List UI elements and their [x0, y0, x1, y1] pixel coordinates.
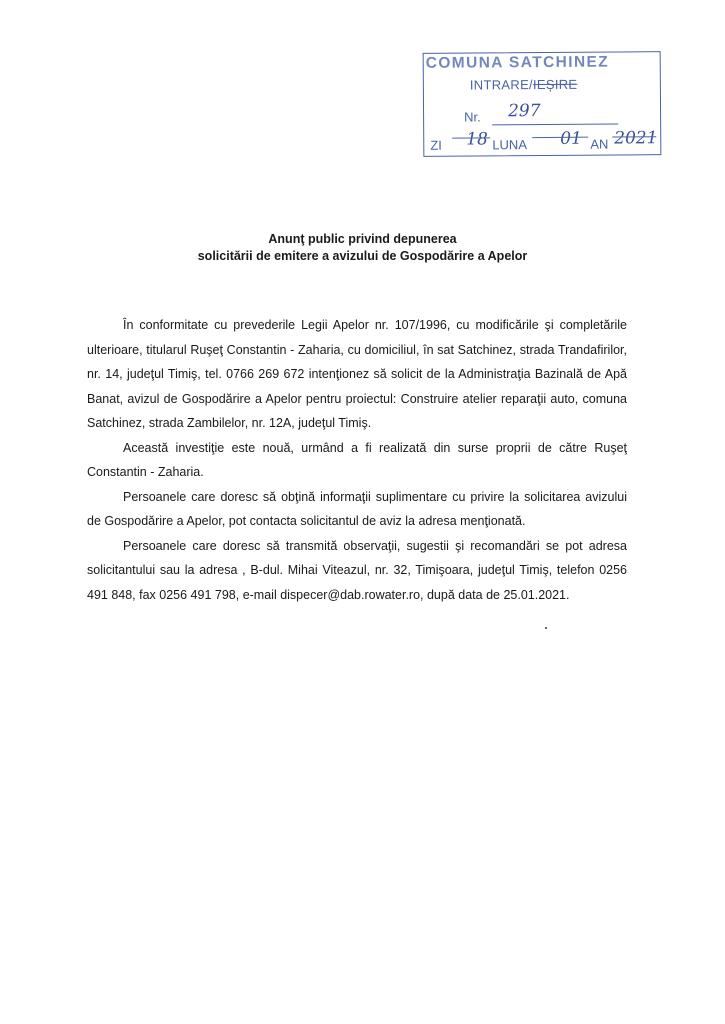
- registration-stamp: [423, 51, 662, 157]
- stamp-nr-value: 297: [507, 101, 541, 122]
- announcement-title: [0, 231, 725, 265]
- title-line-2: solicitării de emitere a avizului de Gospodărire a Apelor: [197, 249, 528, 263]
- stamp-title: COMUNA SATCHINEZ: [425, 53, 610, 72]
- stray-dot: [545, 627, 547, 629]
- paragraph-legal-basis: În conformitate cu prevederile Legii Apelor nr. 107/1996, cu modificările şi completările ulterioare, titularul Ruşeţ Constantin - Zaharia, cu domiciliul, în sat Satchinez, strada Trandafirilor, nr. 14, judeţul Timiş, tel. 0766 269 672 intenţionez să solicit de la Administraţia Bazinală de Apă Banat, avizul de Gospodărire a Apelor pentru proiectul: Construire atelier reparaţii auto, comuna Satchinez, strada Zambilelor, nr. 12A, judeţul Timiş.: [87, 318, 627, 430]
- paragraph-information: Persoanele care doresc să obţină informaţii suplimentare cu privire la solicitarea avizului de Gospodărire a Apelor, pot contacta solicitantul de aviz la adresa menţionată.: [87, 489, 627, 528]
- stamp-nr-label: Nr.: [464, 109, 481, 125]
- paragraph-observations: Persoanele care doresc să transmită observaţii, sugestii şi recomandări se pot adresa solicitantului sau la adresa , B-dul. Mihai Viteazul, nr. 32, Timişoara, judeţul Timiş, telefon 0256 491 848, fax 0256 491 798, e-mail dispecer@dab.rowater.ro, după data de 25.01.2021.: [87, 538, 627, 602]
- announcement-body: [87, 313, 627, 607]
- stamp-month-value: 01: [560, 128, 582, 149]
- stamp-direction: [470, 77, 578, 93]
- stamp-zi-label: ZI: [430, 137, 442, 153]
- title-line-1: Anunţ public privind depunerea: [268, 232, 457, 246]
- stamp-luna-label: LUNA: [492, 137, 528, 153]
- stamp-year-value: 2021: [614, 128, 658, 149]
- stamp-direction-in: INTRARE/: [469, 77, 533, 93]
- stamp-day-value: 18: [466, 129, 488, 150]
- paragraph-investment: Această investiţie este nouă, urmând a fi realizată din surse proprii de către Ruşeţ Constantin - Zaharia.: [87, 440, 627, 479]
- stamp-direction-out-struck: IEȘIRE: [532, 76, 578, 93]
- stamp-nr-line: [492, 123, 618, 125]
- stamp-an-label: AN: [590, 136, 609, 152]
